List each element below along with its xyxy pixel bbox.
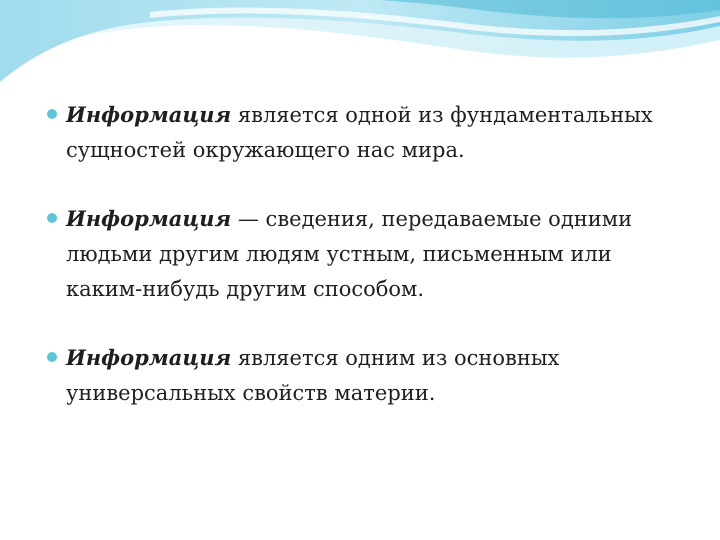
bullet-dot-icon (47, 213, 57, 223)
bullet-text: — сведения, передаваемые одними людьми другим людям устным, письменным или каким-нибудь другим способом. (66, 207, 633, 301)
bullet-item (44, 340, 684, 411)
bullet-text: является одной из фундаментальных сущностей окружающего нас мира. (66, 103, 653, 162)
bullet-dot-icon (47, 352, 57, 362)
bullet-list (44, 97, 684, 411)
bullet-term: Информация (66, 206, 232, 231)
bullet-term: Информация (66, 102, 232, 127)
bullet-dot-icon (47, 109, 57, 119)
bullet-item (44, 201, 684, 307)
header-wave-decoration (0, 0, 720, 110)
bullet-text: является одним из основных универсальных свойств материи. (66, 346, 560, 405)
bullet-term: Информация (66, 345, 232, 370)
bullet-item (44, 97, 684, 168)
